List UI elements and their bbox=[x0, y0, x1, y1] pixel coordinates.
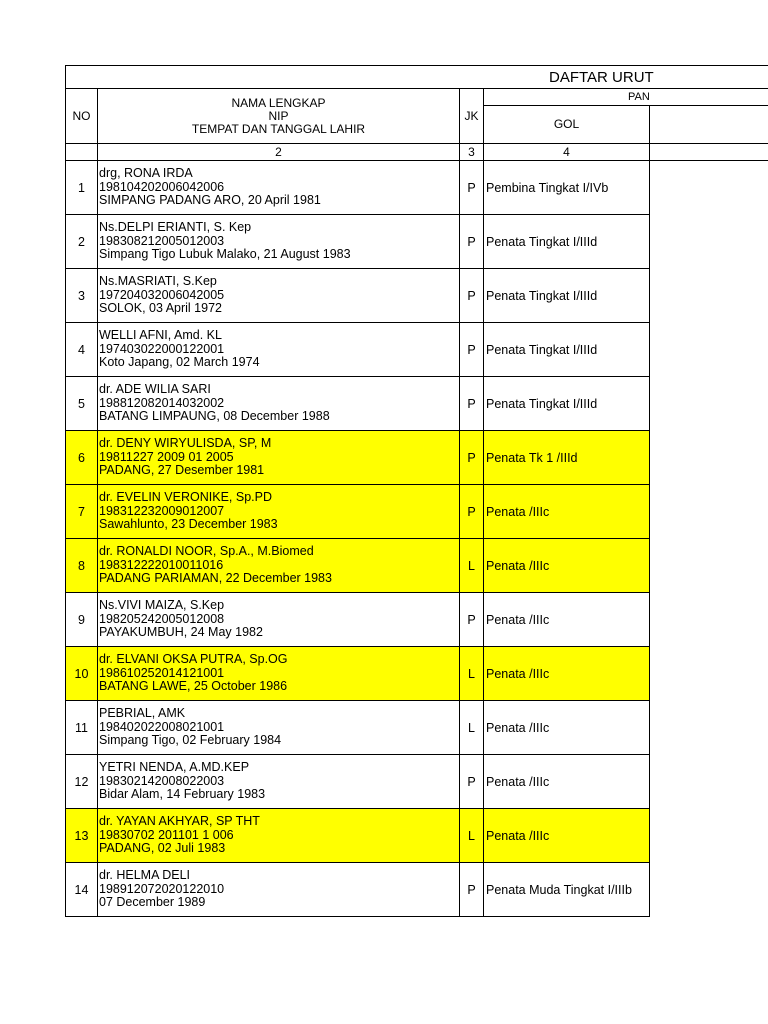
employee-nip: 198205242005012008 bbox=[99, 611, 225, 626]
cell-offscreen bbox=[650, 701, 768, 755]
table-row bbox=[66, 539, 768, 593]
employee-table bbox=[65, 65, 768, 917]
header-nama-nip-ttl bbox=[98, 89, 460, 144]
cell-gol[interactable]: Penata Tk 1 /IIId bbox=[484, 431, 650, 485]
employee-birth: BATANG LAWE, 25 October 1986 bbox=[99, 679, 288, 694]
employee-birth: BATANG LIMPAUNG, 08 December 1988 bbox=[99, 409, 330, 424]
cell-no[interactable]: 1 bbox=[66, 161, 98, 215]
employee-name: dr. DENY WIRYULISDA, SP, M bbox=[99, 436, 272, 451]
employee-birth: Bidar Alam, 14 February 1983 bbox=[99, 787, 266, 802]
employee-nip: 198308212005012003 bbox=[99, 233, 225, 248]
table-row bbox=[66, 215, 768, 269]
table-row bbox=[66, 161, 768, 215]
cell-gol[interactable]: Penata Muda Tingkat I/IIIb bbox=[484, 863, 650, 917]
cell-gol[interactable]: Penata /IIIc bbox=[484, 485, 650, 539]
employee-name: Ns.MASRIATI, S.Kep bbox=[99, 274, 217, 289]
header-nama: NAMA LENGKAP bbox=[231, 95, 326, 110]
cell-gol[interactable]: Penata /IIIc bbox=[484, 647, 650, 701]
cell-offscreen bbox=[650, 593, 768, 647]
cell-gol[interactable]: Pembina Tingkat I/IVb bbox=[484, 161, 650, 215]
cell-nama-nip-ttl[interactable] bbox=[98, 701, 460, 755]
employee-birth: Sawahlunto, 23 December 1983 bbox=[99, 517, 278, 532]
employee-nip: 198312232009012007 bbox=[99, 503, 225, 518]
header-jk: JK bbox=[460, 89, 484, 144]
cell-nama-nip-ttl[interactable] bbox=[98, 755, 460, 809]
cell-no[interactable]: 4 bbox=[66, 323, 98, 377]
cell-no[interactable]: 5 bbox=[66, 377, 98, 431]
cell-no[interactable]: 11 bbox=[66, 701, 98, 755]
employee-name: dr. ELVANI OKSA PUTRA, Sp.OG bbox=[99, 652, 288, 667]
cell-jk[interactable]: P bbox=[460, 323, 484, 377]
employee-nip: 197403022000122001 bbox=[99, 341, 225, 356]
cell-jk[interactable]: P bbox=[460, 269, 484, 323]
cell-offscreen bbox=[650, 485, 768, 539]
cell-gol[interactable]: Penata Tingkat I/IIId bbox=[484, 323, 650, 377]
cell-jk[interactable]: P bbox=[460, 485, 484, 539]
cell-no[interactable]: 13 bbox=[66, 809, 98, 863]
cell-gol[interactable]: Penata /IIIc bbox=[484, 593, 650, 647]
employee-name: dr. HELMA DELI bbox=[99, 868, 191, 883]
cell-nama-nip-ttl[interactable] bbox=[98, 539, 460, 593]
employee-birth: PAYAKUMBUH, 24 May 1982 bbox=[99, 625, 263, 640]
cell-gol[interactable]: Penata /IIIc bbox=[484, 701, 650, 755]
cell-no[interactable]: 12 bbox=[66, 755, 98, 809]
employee-name: PEBRIAL, AMK bbox=[99, 706, 186, 721]
employee-name: YETRI NENDA, A.MD.KEP bbox=[99, 760, 250, 775]
employee-birth: PADANG PARIAMAN, 22 December 1983 bbox=[99, 571, 332, 586]
employee-birth: PADANG, 27 Desember 1981 bbox=[99, 463, 265, 478]
employee-nip: 198912072020122010 bbox=[99, 881, 225, 896]
colnum-gol: 4 bbox=[484, 144, 650, 161]
employee-birth: Simpang Tigo, 02 February 1984 bbox=[99, 733, 282, 748]
cell-nama-nip-ttl[interactable] bbox=[98, 269, 460, 323]
employee-name: Ns.DELPI ERIANTI, S. Kep bbox=[99, 220, 252, 235]
cell-nama-nip-ttl[interactable] bbox=[98, 377, 460, 431]
cell-offscreen bbox=[650, 539, 768, 593]
table-row bbox=[66, 269, 768, 323]
cell-no[interactable]: 6 bbox=[66, 431, 98, 485]
cell-jk[interactable]: P bbox=[460, 431, 484, 485]
employee-birth: Simpang Tigo Lubuk Malako, 21 August 1983 bbox=[99, 247, 351, 262]
cell-jk[interactable]: P bbox=[460, 863, 484, 917]
employee-birth: 07 December 1989 bbox=[99, 895, 206, 910]
cell-jk[interactable]: P bbox=[460, 161, 484, 215]
cell-offscreen bbox=[650, 755, 768, 809]
cell-nama-nip-ttl[interactable] bbox=[98, 431, 460, 485]
column-number-row bbox=[66, 144, 768, 161]
cell-gol[interactable]: Penata Tingkat I/IIId bbox=[484, 215, 650, 269]
employee-nip: 198312222010011016 bbox=[99, 557, 224, 572]
cell-nama-nip-ttl[interactable] bbox=[98, 593, 460, 647]
table-row bbox=[66, 593, 768, 647]
employee-name: dr. EVELIN VERONIKE, Sp.PD bbox=[99, 490, 272, 505]
table-row bbox=[66, 323, 768, 377]
table-title: DAFTAR URUT bbox=[66, 66, 768, 89]
cell-offscreen bbox=[650, 431, 768, 485]
colnum-no bbox=[66, 144, 98, 161]
employee-birth: Koto Japang, 02 March 1974 bbox=[99, 355, 260, 370]
cell-jk[interactable]: P bbox=[460, 755, 484, 809]
cell-offscreen bbox=[650, 809, 768, 863]
header-no: NO bbox=[66, 89, 98, 144]
header-next-cell bbox=[650, 106, 768, 144]
table-row bbox=[66, 377, 768, 431]
cell-offscreen bbox=[650, 215, 768, 269]
cell-offscreen bbox=[650, 269, 768, 323]
cell-jk[interactable]: L bbox=[460, 809, 484, 863]
table-row bbox=[66, 701, 768, 755]
cell-no[interactable]: 14 bbox=[66, 863, 98, 917]
cell-offscreen bbox=[650, 161, 768, 215]
table-row bbox=[66, 431, 768, 485]
cell-gol[interactable]: Penata /IIIc bbox=[484, 755, 650, 809]
employee-name: dr. ADE WILIA SARI bbox=[99, 382, 211, 397]
title-row bbox=[66, 66, 768, 89]
table-row bbox=[66, 485, 768, 539]
cell-no[interactable]: 9 bbox=[66, 593, 98, 647]
employee-nip: 19811227 2009 01 2005 bbox=[99, 449, 234, 464]
employee-nip: 197204032006042005 bbox=[99, 287, 225, 302]
header-gol: GOL bbox=[484, 106, 650, 144]
employee-name: dr. YAYAN AKHYAR, SP THT bbox=[99, 814, 260, 829]
cell-jk[interactable]: L bbox=[460, 701, 484, 755]
cell-nama-nip-ttl[interactable] bbox=[98, 161, 460, 215]
cell-offscreen bbox=[650, 323, 768, 377]
employee-birth: SOLOK, 03 April 1972 bbox=[99, 301, 222, 316]
employee-birth: PADANG, 02 Juli 1983 bbox=[99, 841, 226, 856]
colnum-next bbox=[650, 144, 768, 161]
table-row bbox=[66, 755, 768, 809]
cell-offscreen bbox=[650, 647, 768, 701]
header-nip: NIP bbox=[268, 108, 289, 123]
employee-nip: 19830702 201101 1 006 bbox=[99, 827, 234, 842]
header-row bbox=[66, 89, 768, 106]
employee-name: drg, RONA IRDA bbox=[99, 166, 193, 181]
header-pangkat: PAN bbox=[484, 89, 768, 106]
header-ttl: TEMPAT DAN TANGGAL LAHIR bbox=[191, 121, 366, 136]
cell-jk[interactable]: P bbox=[460, 377, 484, 431]
employee-name: dr. RONALDI NOOR, Sp.A., M.Biomed bbox=[99, 544, 314, 559]
colnum-nama: 2 bbox=[98, 144, 460, 161]
cell-no[interactable]: 10 bbox=[66, 647, 98, 701]
cell-no[interactable]: 7 bbox=[66, 485, 98, 539]
cell-jk[interactable]: L bbox=[460, 539, 484, 593]
cell-jk[interactable]: P bbox=[460, 215, 484, 269]
table-row bbox=[66, 863, 768, 917]
cell-nama-nip-ttl[interactable] bbox=[98, 485, 460, 539]
table-row bbox=[66, 809, 768, 863]
cell-gol[interactable]: Penata /IIIc bbox=[484, 539, 650, 593]
cell-jk[interactable]: L bbox=[460, 647, 484, 701]
employee-nip: 198610252014121001 bbox=[99, 665, 225, 680]
cell-no[interactable]: 3 bbox=[66, 269, 98, 323]
cell-nama-nip-ttl[interactable] bbox=[98, 215, 460, 269]
colnum-jk: 3 bbox=[460, 144, 484, 161]
employee-nip: 198402022008021001 bbox=[99, 719, 225, 734]
cell-jk[interactable]: P bbox=[460, 593, 484, 647]
employee-nip: 198812082014032002 bbox=[99, 395, 225, 410]
cell-gol[interactable]: Penata /IIIc bbox=[484, 809, 650, 863]
cell-no[interactable]: 8 bbox=[66, 539, 98, 593]
table-row bbox=[66, 647, 768, 701]
employee-name: WELLI AFNI, Amd. KL bbox=[99, 328, 222, 343]
cell-nama-nip-ttl[interactable] bbox=[98, 323, 460, 377]
employee-name: Ns.VIVI MAIZA, S.Kep bbox=[99, 598, 225, 613]
cell-no[interactable]: 2 bbox=[66, 215, 98, 269]
employee-birth: SIMPANG PADANG ARO, 20 April 1981 bbox=[99, 193, 321, 208]
cell-gol[interactable]: Penata Tingkat I/IIId bbox=[484, 269, 650, 323]
cell-gol[interactable]: Penata Tingkat I/IIId bbox=[484, 377, 650, 431]
employee-nip: 198302142008022003 bbox=[99, 773, 225, 788]
cell-nama-nip-ttl[interactable] bbox=[98, 863, 460, 917]
cell-nama-nip-ttl[interactable] bbox=[98, 647, 460, 701]
cell-offscreen bbox=[650, 377, 768, 431]
cell-offscreen bbox=[650, 863, 768, 917]
employee-nip: 198104202006042006 bbox=[99, 179, 225, 194]
cell-nama-nip-ttl[interactable] bbox=[98, 809, 460, 863]
